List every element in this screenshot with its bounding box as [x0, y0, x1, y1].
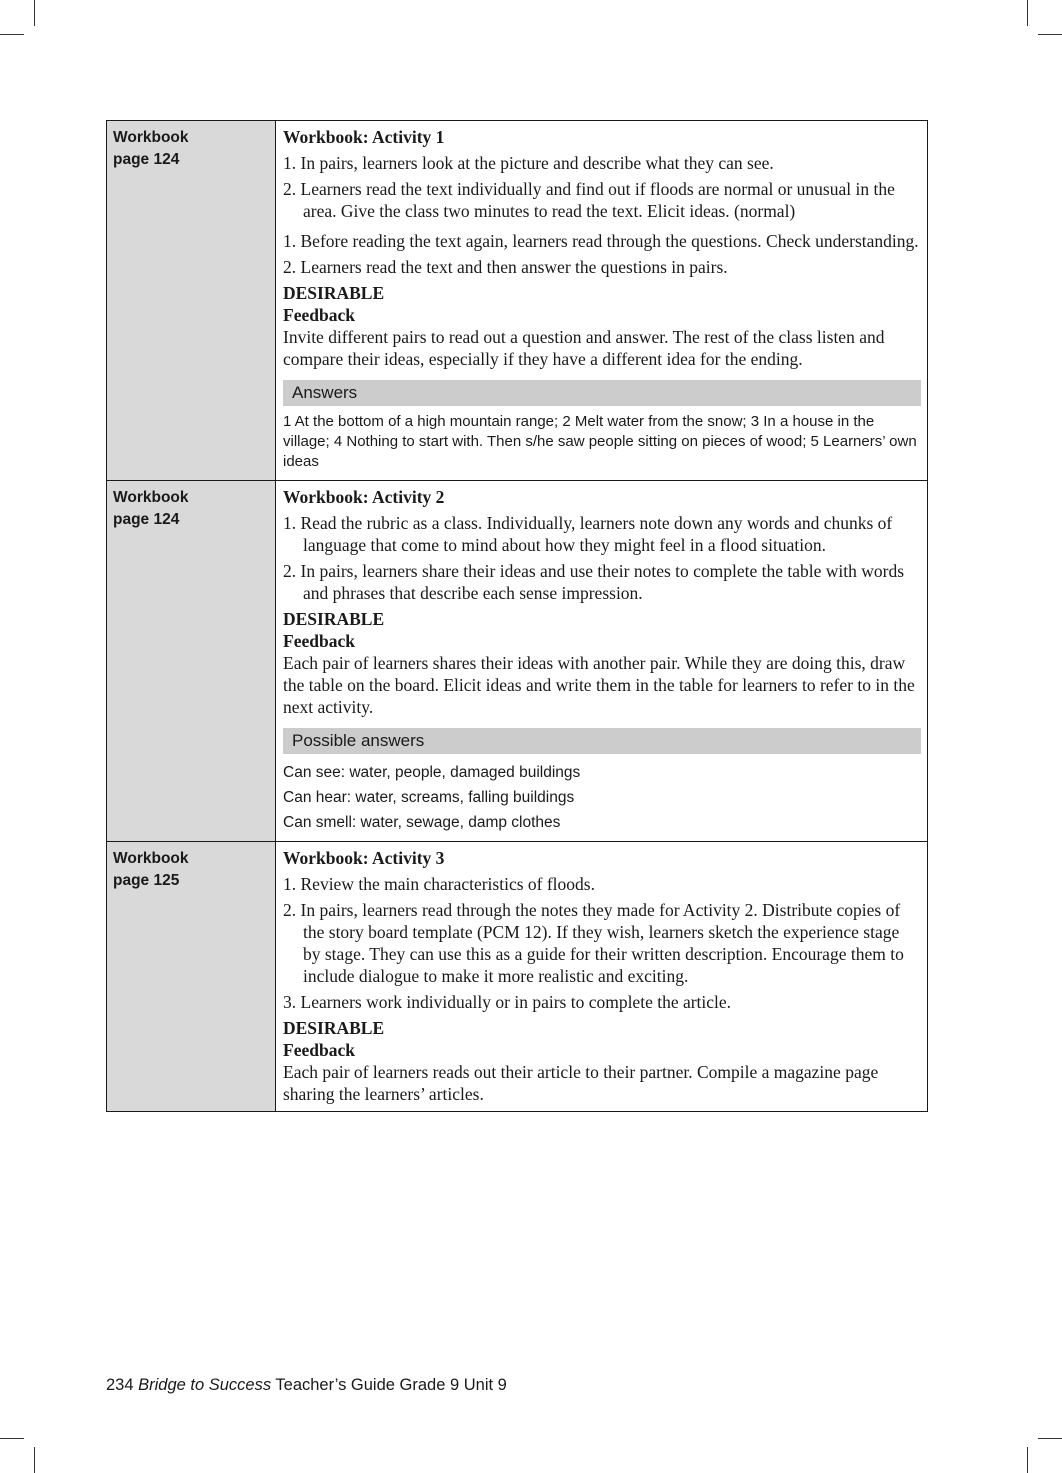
- possible-answers-heading: Possible answers: [283, 728, 921, 754]
- feedback-text: Each pair of learners shares their ideas with another pair. While they are doing this, draw the table on the board. Elicit ideas and write them in the table for learners to refer to in the next activity.: [283, 653, 915, 717]
- feedback-heading: Feedback: [283, 631, 355, 651]
- page-number: 234: [106, 1376, 134, 1394]
- crop-mark: [0, 1438, 24, 1439]
- reference-cell: [107, 481, 276, 842]
- lesson-table: [106, 120, 928, 1112]
- answers-heading: Answers: [283, 380, 921, 406]
- steps-list: [283, 152, 921, 222]
- reference-line: Workbook: [113, 850, 189, 867]
- reference-cell: [107, 121, 276, 481]
- table-row: [107, 481, 928, 842]
- step-item: 2. In pairs, learners read through the notes they made for Activity 2. Distribute copies of the story board template (PCM 12). If they wish, learners sketch the experience stage by stage. They can use this as a guide for their written description. Encourage them to include dialogue to make it more realistic and exciting.: [283, 900, 904, 986]
- step-item: 2. Learners read the text and then answer the questions in pairs.: [283, 257, 728, 277]
- book-title: Bridge to Success: [138, 1376, 272, 1394]
- desirable-label: DESIRABLE: [283, 283, 385, 303]
- table-row: [107, 842, 928, 1112]
- feedback-heading: Feedback: [283, 305, 355, 325]
- crop-mark: [1038, 1438, 1062, 1439]
- reference-page: page 124: [113, 151, 180, 168]
- activity-title: Workbook: Activity 3: [283, 848, 445, 868]
- reference-page: page 124: [113, 511, 180, 528]
- crop-mark: [1027, 1447, 1028, 1473]
- reference-line: Workbook: [113, 489, 189, 506]
- footer-subtitle: Teacher’s Guide Grade 9 Unit 9: [275, 1376, 507, 1394]
- feedback-text: Invite different pairs to read out a question and answer. The rest of the class listen and compare their ideas, especially if they have a different idea for the ending.: [283, 327, 885, 369]
- answer-line: Can smell: water, sewage, damp clothes: [283, 814, 561, 831]
- answers-text: 1 At the bottom of a high mountain range; 2 Melt water from the snow; 3 In a house in the village; 4 Nothing to start with. Then s/he saw people sitting on pieces of wood; 5 Learners’ own ideas: [283, 413, 917, 470]
- step-item: 3. Learners work individually or in pairs to complete the article.: [283, 992, 732, 1012]
- reference-cell: [107, 842, 276, 1112]
- content-cell: [276, 481, 928, 842]
- steps-list: [283, 512, 921, 604]
- crop-mark: [34, 0, 35, 26]
- crop-mark: [1027, 0, 1028, 26]
- crop-mark: [0, 34, 24, 35]
- step-item: 1. In pairs, learners look at the picture and describe what they can see.: [283, 153, 774, 173]
- steps-list: [283, 230, 921, 278]
- page-footer: [106, 1374, 507, 1396]
- step-item: 2. In pairs, learners share their ideas and use their notes to complete the table with words and phrases that describe each sense impression.: [283, 561, 905, 603]
- step-item: 1. Read the rubric as a class. Individually, learners note down any words and chunks of language that come to mind about how they might feel in a flood situation.: [283, 513, 893, 555]
- steps-list: [283, 873, 921, 1013]
- step-item: 1. Review the main characteristics of floods.: [283, 874, 595, 894]
- crop-mark: [34, 1447, 35, 1473]
- content-cell: [276, 842, 928, 1112]
- activity-title: Workbook: Activity 2: [283, 487, 445, 507]
- feedback-text: Each pair of learners reads out their article to their partner. Compile a magazine page sharing the learners’ articles.: [283, 1062, 879, 1104]
- answer-line: Can see: water, people, damaged buildings: [283, 764, 581, 781]
- desirable-label: DESIRABLE: [283, 1018, 385, 1038]
- activity-title: Workbook: Activity 1: [283, 127, 445, 147]
- feedback-heading: Feedback: [283, 1040, 355, 1060]
- crop-mark: [1038, 34, 1062, 35]
- reference-line: Workbook: [113, 129, 189, 146]
- answer-line: Can hear: water, screams, falling buildings: [283, 789, 575, 806]
- step-item: 1. Before reading the text again, learners read through the questions. Check understanding.: [283, 231, 919, 251]
- reference-page: page 125: [113, 872, 180, 889]
- step-item: 2. Learners read the text individually and find out if floods are normal or unusual in the area. Give the class two minutes to read the text. Elicit ideas. (normal): [283, 179, 895, 221]
- table-row: [107, 121, 928, 481]
- content-cell: [276, 121, 928, 481]
- desirable-label: DESIRABLE: [283, 609, 385, 629]
